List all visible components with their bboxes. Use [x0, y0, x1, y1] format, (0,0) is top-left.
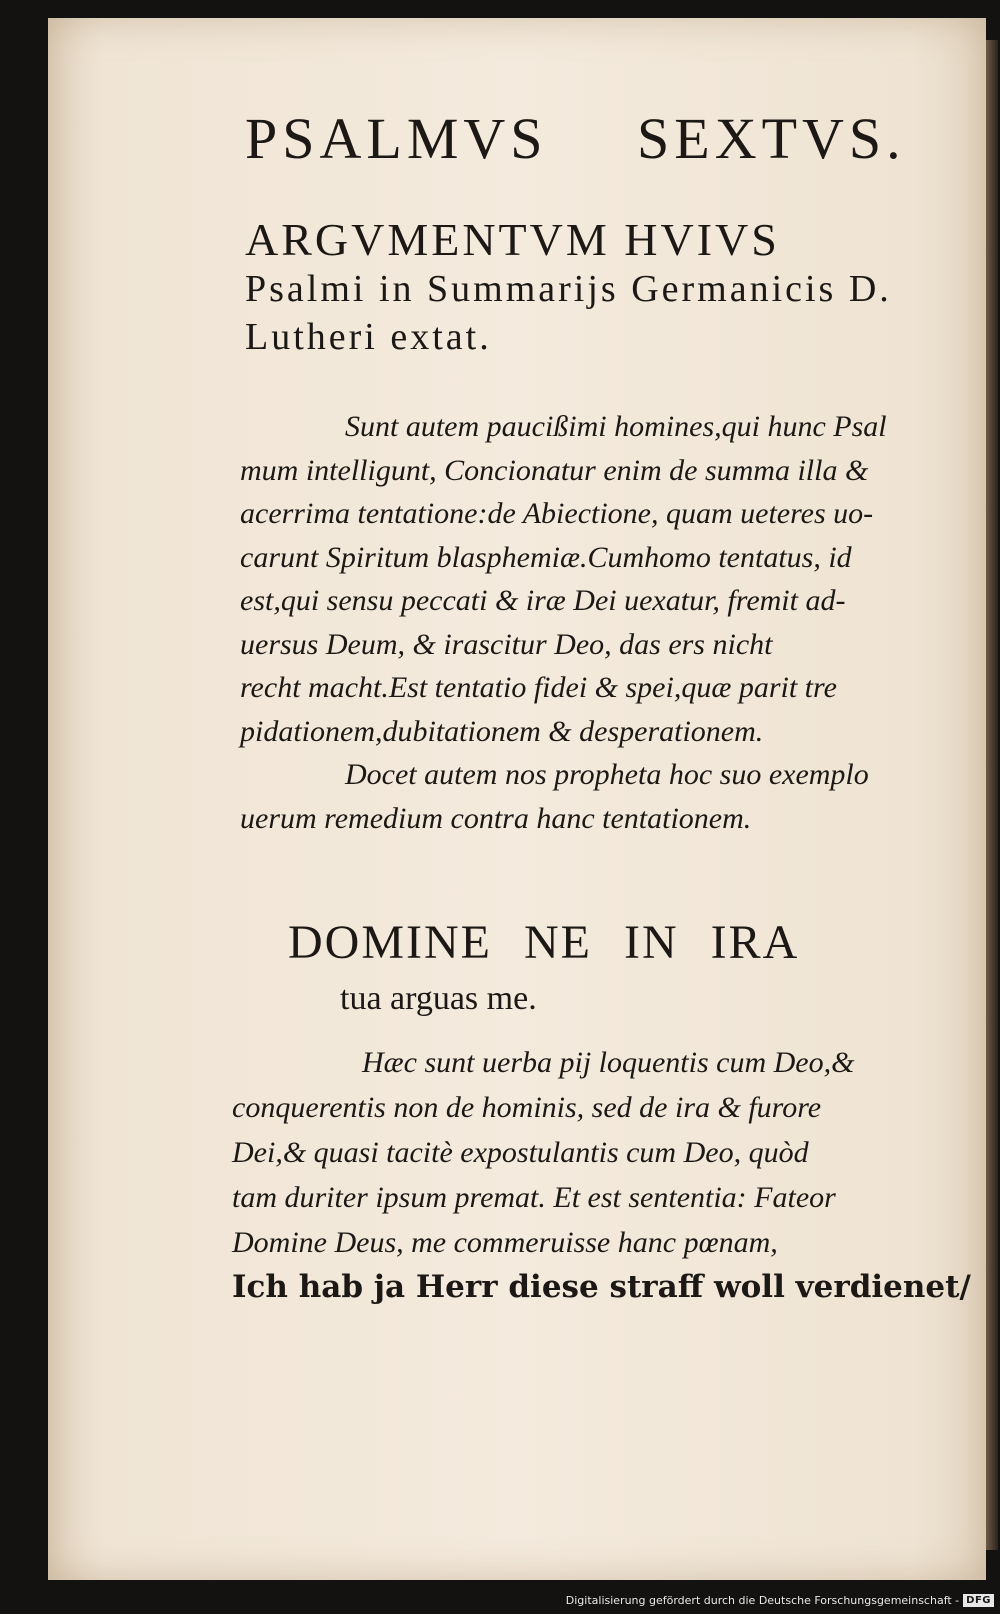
argument-paragraph	[240, 405, 970, 840]
text-line: est,qui sensu peccati & iræ Dei uexatur, fremit ad-	[240, 584, 846, 617]
text-line: mum intelligunt, Concionatur enim de summa illa &	[240, 453, 869, 487]
text-line: acerrima tentatione:de Abiectione, quam ueteres uo-	[240, 497, 874, 530]
page-title: PSALMVS SEXTVS.	[245, 106, 906, 171]
text-line: uersus Deum, & irascitur Deo, das ers nicht	[240, 627, 773, 661]
argument-heading-line3: Lutheri extat.	[245, 316, 492, 358]
page-edge	[986, 40, 998, 1550]
argument-heading-line1: ARGVMENTVM HVIVS	[245, 214, 780, 265]
text-line: tam duriter ipsum premat. Et est sententia: Fateor	[232, 1181, 836, 1214]
footer-text: Digitalisierung gefördert durch die Deutsche Forschungsgemeinschaft -	[565, 1593, 960, 1607]
text-line: carunt Spiritum blasphemiæ.Cumhomo tentatus, id	[240, 540, 852, 574]
argument-heading-line2: Psalmi in Summarijs Germanicis D.	[245, 268, 892, 310]
text-line: pidationem,dubitationem & desperationem.	[240, 714, 764, 748]
text-line: Dei,& quasi tacitè expostulantis cum Deo, quòd	[232, 1136, 809, 1169]
commentary-paragraph	[232, 1040, 971, 1310]
verse-subheading: tua arguas me.	[340, 980, 537, 1017]
argument-heading	[245, 215, 975, 361]
text-line: Sunt autem paucißimi homines,qui hunc Psal	[345, 410, 887, 443]
text-line: Docet autem nos propheta hoc suo exemplo	[345, 758, 869, 791]
text-line: recht macht.Est tentatio fidei & spei,quæ parit tre	[240, 671, 837, 704]
text-line: uerum remedium contra hanc tentationem.	[240, 801, 752, 835]
digitization-footer	[566, 1590, 994, 1610]
text-line: conquerentis non de hominis, sed de ira & furore	[232, 1091, 822, 1124]
text-line: Domine Deus, me commeruisse hanc pœnam,	[232, 1226, 778, 1259]
text-line: Hæc sunt uerba pij loquentis cum Deo,&	[362, 1046, 855, 1079]
dfg-logo-icon: DFG	[963, 1594, 994, 1607]
german-text-line: Ich hab ja Herr diese straff woll verdienet/	[232, 1269, 971, 1305]
verse-heading: DOMINE NE IN IRA	[288, 916, 800, 969]
